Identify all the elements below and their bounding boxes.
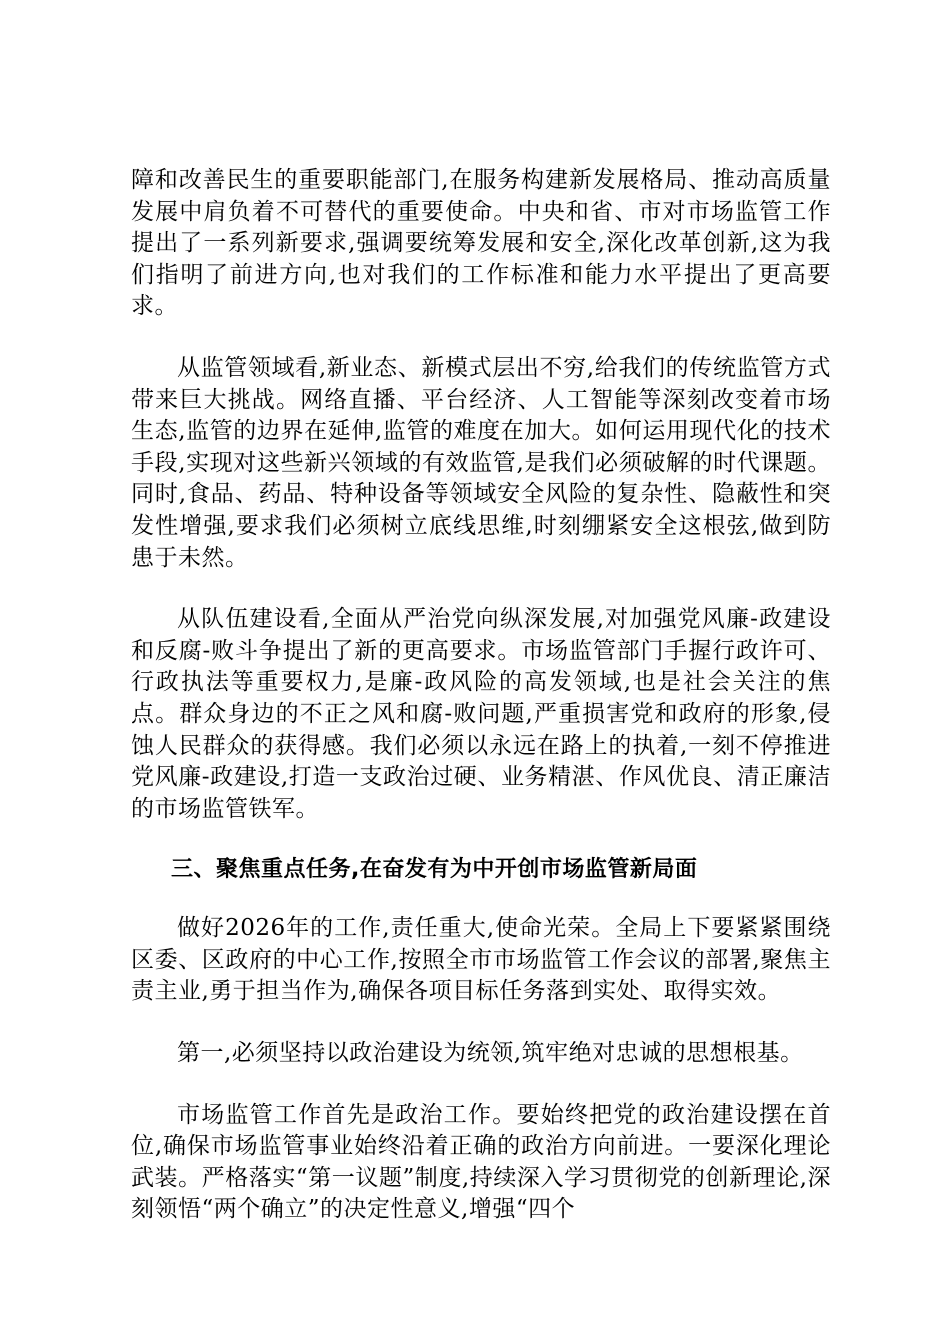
paragraph-political-work: 市场监管工作首先是政治工作。要始终把党的政治建设摆在首位,确保市场监管事业始终沿着正确的政治方向前进。一要深化理论武装。严格落实“第一议题”制度,持续深入学习贯彻党的创新理论,深刻领悟“两个确立”的决定性意义,增强“四个 <box>131 1101 831 1223</box>
paragraph-work-2026: 做好2026年的工作,责任重大,使命光荣。全局上下要紧紧围绕区委、区政府的中心工作,按照全市市场监管工作会议的部署,聚焦主责主业,勇于担当作为,确保各项目标任务落到实处、取得实效。 <box>131 915 831 1005</box>
paragraph-first-point: 第一,必须坚持以政治建设为统领,筑牢绝对忠诚的思想根基。 <box>177 1040 804 1067</box>
document-page <box>131 165 831 1256</box>
section-heading: 三、聚焦重点任务,在奋发有为中开创市场监管新局面 <box>171 857 698 883</box>
paragraph-regulatory-field: 从监管领域看,新业态、新模式层出不穷,给我们的传统监管方式带来巨大挑战。网络直播、平台经济、人工智能等深刻改变着市场生态,监管的边界在延伸,监管的难度在加大。如何运用现代化的技术手段,实现对这些新兴领域的有效监管,是我们必须破解的时代课题。同时,食品、药品、特种设备等领域安全风险的复杂性、隐蔽性和突发性增强,要求我们必须树立底线思维,时刻绷紧安全这根弦,做到防患于未然。 <box>131 354 831 571</box>
paragraph-team-building: 从队伍建设看,全面从严治党向纵深发展,对加强党风廉-政建设和反腐-败斗争提出了新的更高要求。市场监管部门手握行政许可、行政执法等重要权力,是廉-政风险的高发领域,也是社会关注的焦点。群众身边的不正之风和腐-败问题,严重损害党和政府的形象,侵蚀人民群众的获得感。我们必须以永远在路上的执着,一刻不停推进党风廉-政建设,打造一支政治过硬、业务精湛、作风优良、清正廉洁的市场监管铁军。 <box>131 606 831 822</box>
paragraph-continued: 障和改善民生的重要职能部门,在服务构建新发展格局、推动高质量发展中肩负着不可替代的重要使命。中央和省、市对市场监管工作提出了一系列新要求,强调要统筹发展和安全,深化改革创新,这为我们指明了前进方向,也对我们的工作标准和能力水平提出了更高要求。 <box>131 167 831 320</box>
